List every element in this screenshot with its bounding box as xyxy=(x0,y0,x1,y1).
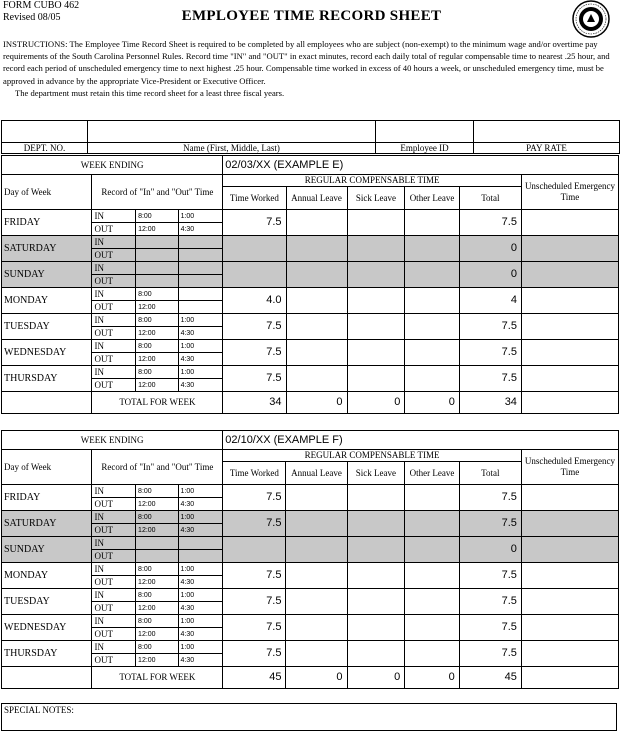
out-label: OUT xyxy=(92,628,136,641)
day-name: TUESDAY xyxy=(2,589,92,615)
in-label: IN xyxy=(92,511,136,524)
sick-leave-field[interactable] xyxy=(347,210,405,236)
unscheduled-header: Unscheduled Emergency Time xyxy=(521,450,618,485)
sick-leave-field[interactable] xyxy=(347,236,405,262)
in-time-field[interactable] xyxy=(136,262,179,275)
in-time-field[interactable]: 8:00 xyxy=(136,641,179,654)
annual-leave-header: Annual Leave xyxy=(286,187,347,210)
total-field[interactable]: 7.5 xyxy=(459,210,521,236)
employee-id-field[interactable] xyxy=(376,121,474,143)
out-label: OUT xyxy=(92,301,136,314)
out-time-field[interactable]: 4:30 xyxy=(178,602,223,615)
in-time-field[interactable]: 8:00 xyxy=(136,485,179,498)
total-field[interactable]: 7.5 xyxy=(459,340,521,366)
sick-leave-field[interactable] xyxy=(347,485,405,511)
out-time-field[interactable]: 12:00 xyxy=(136,602,179,615)
day-name: SATURDAY xyxy=(2,236,92,262)
sick-leave-field[interactable] xyxy=(347,262,405,288)
other-leave-field[interactable] xyxy=(405,589,459,615)
sick-leave-field[interactable] xyxy=(347,314,405,340)
unscheduled-field[interactable] xyxy=(521,511,618,537)
employee-id-label: Employee ID xyxy=(376,143,474,154)
time-worked-header: Time Worked xyxy=(223,187,286,210)
day-name: SATURDAY xyxy=(2,511,92,537)
out-time-field[interactable]: 12:00 xyxy=(136,576,179,589)
in-time-field[interactable]: 8:00 xyxy=(136,340,179,353)
special-notes[interactable] xyxy=(1,703,617,731)
unscheduled-header: Unscheduled Emergency Time xyxy=(521,175,618,210)
out-label: OUT xyxy=(92,498,136,511)
out-time-field[interactable]: 12:00 xyxy=(136,379,179,392)
regular-time-header: REGULAR COMPENSABLE TIME xyxy=(223,450,522,462)
unscheduled-field[interactable] xyxy=(521,210,618,236)
annual-leave-header: Annual Leave xyxy=(286,462,347,485)
total-field[interactable]: 7.5 xyxy=(459,485,521,511)
out-time-field[interactable]: 12:00 xyxy=(136,498,179,511)
out-time-field[interactable]: 4:30 xyxy=(178,379,223,392)
retention-text: The department must retain this time record sheet for a least three fiscal years. xyxy=(15,87,285,98)
pay-rate-field[interactable] xyxy=(474,121,620,143)
unscheduled-field[interactable] xyxy=(521,262,618,288)
time-worked-field[interactable]: 7.5 xyxy=(223,641,286,667)
out-time-field[interactable]: 4:30 xyxy=(178,628,223,641)
name-label: Name (First, Middle, Last) xyxy=(88,143,376,154)
out-label: OUT xyxy=(92,550,136,563)
in-label: IN xyxy=(92,236,136,249)
week-total-other: 0 xyxy=(405,392,460,414)
in-time-field[interactable] xyxy=(136,537,179,550)
annual-leave-field[interactable] xyxy=(286,537,347,563)
time-worked-field[interactable]: 7.5 xyxy=(223,589,286,615)
in-label: IN xyxy=(92,340,136,353)
time-worked-field[interactable]: 7.5 xyxy=(223,615,286,641)
week-table xyxy=(1,155,619,414)
instructions-text: INSTRUCTIONS: The Employee Time Record Sheet is required to be completed by all employees who are subject (non-exempt) to the minimum wage and/or overtime pay requirements of the South Carolina Personnel Rules. Record time "IN" and "OUT" in exact minutes, record each daily total of regular compensable time to nearest .25 hour, and record each period of unscheduled emergency time to next highest .25 hour. Compensable time worked in excess of 40 hours a week, or unscheduled emergency time, must be approved in advance by the appropriate Vice-President or Executive Officer. xyxy=(3,39,610,86)
week-ending-label: WEEK ENDING xyxy=(2,156,223,175)
in-label: IN xyxy=(92,537,136,550)
annual-leave-field[interactable] xyxy=(286,641,347,667)
annual-leave-field[interactable] xyxy=(286,615,347,641)
sick-leave-field[interactable] xyxy=(347,537,405,563)
unscheduled-field[interactable] xyxy=(521,615,618,641)
out-time-field[interactable]: 12:00 xyxy=(136,524,179,537)
week-total: 45 xyxy=(459,667,521,689)
day-name: FRIDAY xyxy=(2,210,92,236)
out-label: OUT xyxy=(92,602,136,615)
day-name: WEDNESDAY xyxy=(2,615,92,641)
total-field[interactable]: 0 xyxy=(459,236,521,262)
out-time-field[interactable]: 4:30 xyxy=(178,524,223,537)
other-leave-field[interactable] xyxy=(405,236,460,262)
in-time-field[interactable] xyxy=(178,262,223,275)
out-time-field[interactable] xyxy=(136,249,179,262)
sick-leave-field[interactable] xyxy=(347,563,405,589)
in-time-field[interactable]: 1:00 xyxy=(178,615,223,628)
day-name: MONDAY xyxy=(2,288,92,314)
in-time-field[interactable]: 8:00 xyxy=(136,366,179,379)
total-field[interactable]: 7.5 xyxy=(459,615,521,641)
other-leave-field[interactable] xyxy=(405,615,459,641)
in-time-field[interactable]: 1:00 xyxy=(178,210,223,223)
university-seal-icon xyxy=(569,0,613,38)
in-time-field[interactable]: 8:00 xyxy=(136,615,179,628)
day-name: MONDAY xyxy=(2,563,92,589)
out-time-field[interactable] xyxy=(178,275,223,288)
day-name: THURSDAY xyxy=(2,641,92,667)
page-title: EMPLOYEE TIME RECORD SHEET xyxy=(181,8,442,24)
out-label: OUT xyxy=(92,275,136,288)
revised-date: Revised 08/05 xyxy=(3,12,61,23)
time-worked-field[interactable]: 7.5 xyxy=(223,366,286,392)
sick-leave-field[interactable] xyxy=(347,511,405,537)
annual-leave-field[interactable] xyxy=(286,511,347,537)
other-leave-field[interactable] xyxy=(405,563,459,589)
day-of-week-header: Day of Week xyxy=(2,450,92,485)
week-total-sick: 0 xyxy=(347,392,405,414)
regular-time-header: REGULAR COMPENSABLE TIME xyxy=(223,175,522,187)
annual-leave-field[interactable] xyxy=(286,340,347,366)
out-label: OUT xyxy=(92,223,136,236)
time-worked-field[interactable]: 4.0 xyxy=(223,288,286,314)
week-total-annual: 0 xyxy=(286,392,347,414)
out-label: OUT xyxy=(92,576,136,589)
annual-leave-field[interactable] xyxy=(286,485,347,511)
sick-leave-field[interactable] xyxy=(347,589,405,615)
form-id: FORM CUBO 462 xyxy=(3,0,80,11)
name-field[interactable] xyxy=(88,121,376,143)
out-time-field[interactable] xyxy=(178,301,223,314)
totals-spacer xyxy=(2,667,92,689)
week-ending-label: WEEK ENDING xyxy=(2,431,223,450)
in-label: IN xyxy=(92,262,136,275)
day-name: THURSDAY xyxy=(2,366,92,392)
dept-label: DEPT. NO. xyxy=(2,143,88,154)
in-label: IN xyxy=(92,589,136,602)
out-time-field[interactable]: 4:30 xyxy=(178,498,223,511)
in-label: IN xyxy=(92,485,136,498)
time-worked-field[interactable] xyxy=(223,537,286,563)
out-time-field[interactable]: 12:00 xyxy=(136,353,179,366)
other-leave-field[interactable] xyxy=(405,641,459,667)
other-leave-header: Other Leave xyxy=(405,187,460,210)
total-field[interactable]: 7.5 xyxy=(459,511,521,537)
total-field[interactable]: 4 xyxy=(459,288,521,314)
time-worked-field[interactable] xyxy=(223,236,286,262)
annual-leave-field[interactable] xyxy=(286,314,347,340)
other-leave-field[interactable] xyxy=(405,210,460,236)
unscheduled-field[interactable] xyxy=(521,589,618,615)
out-time-field[interactable]: 12:00 xyxy=(136,628,179,641)
total-field[interactable]: 7.5 xyxy=(459,589,521,615)
week-ending-value[interactable]: 02/10/XX (EXAMPLE F) xyxy=(223,431,619,450)
day-of-week-header: Day of Week xyxy=(2,175,92,210)
in-label: IN xyxy=(92,366,136,379)
week-total: 34 xyxy=(459,392,521,414)
out-label: OUT xyxy=(92,353,136,366)
sick-leave-field[interactable] xyxy=(347,641,405,667)
time-worked-field[interactable]: 7.5 xyxy=(223,563,286,589)
day-name: WEDNESDAY xyxy=(2,340,92,366)
out-time-field[interactable]: 12:00 xyxy=(136,327,179,340)
other-leave-field[interactable] xyxy=(405,366,460,392)
other-leave-field[interactable] xyxy=(405,262,460,288)
in-label: IN xyxy=(92,288,136,301)
in-time-field[interactable]: 8:00 xyxy=(136,563,179,576)
week-total-unscheduled xyxy=(521,392,618,414)
totals-spacer xyxy=(2,392,92,414)
total-for-week-label: TOTAL FOR WEEK xyxy=(92,392,223,414)
annual-leave-field[interactable] xyxy=(286,366,347,392)
unscheduled-field[interactable] xyxy=(521,563,618,589)
out-label: OUT xyxy=(92,524,136,537)
out-time-field[interactable]: 12:00 xyxy=(136,654,179,667)
other-leave-field[interactable] xyxy=(405,288,460,314)
out-time-field[interactable]: 12:00 xyxy=(136,223,179,236)
in-time-field[interactable]: 1:00 xyxy=(178,641,223,654)
out-time-field[interactable] xyxy=(136,275,179,288)
in-time-field[interactable]: 1:00 xyxy=(178,589,223,602)
sick-leave-field[interactable] xyxy=(347,340,405,366)
day-name: FRIDAY xyxy=(2,485,92,511)
total-field[interactable]: 7.5 xyxy=(459,641,521,667)
total-for-week-label: TOTAL FOR WEEK xyxy=(92,667,223,689)
in-time-field[interactable]: 8:00 xyxy=(136,511,179,524)
special-notes-label: SPECIAL NOTES: xyxy=(4,705,74,715)
out-label: OUT xyxy=(92,654,136,667)
in-time-field[interactable]: 1:00 xyxy=(178,485,223,498)
in-label: IN xyxy=(92,615,136,628)
week-total-sick: 0 xyxy=(347,667,405,689)
in-label: IN xyxy=(92,641,136,654)
sick-leave-field[interactable] xyxy=(347,615,405,641)
week-total-annual: 0 xyxy=(286,667,347,689)
in-label: IN xyxy=(92,210,136,223)
pay-rate-label: PAY RATE xyxy=(474,143,620,154)
out-time-field[interactable]: 4:30 xyxy=(178,654,223,667)
in-time-field[interactable]: 8:00 xyxy=(136,589,179,602)
other-leave-field[interactable] xyxy=(405,485,459,511)
unscheduled-field[interactable] xyxy=(521,314,618,340)
unscheduled-field[interactable] xyxy=(521,537,618,563)
out-time-field[interactable]: 4:30 xyxy=(178,327,223,340)
total-field[interactable]: 7.5 xyxy=(459,563,521,589)
in-time-field[interactable]: 1:00 xyxy=(178,366,223,379)
in-label: IN xyxy=(92,563,136,576)
day-name: TUESDAY xyxy=(2,314,92,340)
time-worked-field[interactable]: 7.5 xyxy=(223,485,286,511)
time-worked-header: Time Worked xyxy=(223,462,286,485)
instructions xyxy=(3,38,617,99)
unscheduled-field[interactable] xyxy=(521,288,618,314)
week-total-worked: 45 xyxy=(223,667,286,689)
out-time-field[interactable] xyxy=(178,550,223,563)
in-time-field[interactable] xyxy=(178,537,223,550)
out-label: OUT xyxy=(92,249,136,262)
in-time-field[interactable] xyxy=(178,288,223,301)
out-time-field[interactable]: 4:30 xyxy=(178,353,223,366)
sick-leave-header: Sick Leave xyxy=(347,462,405,485)
unscheduled-field[interactable] xyxy=(521,641,618,667)
out-time-field[interactable]: 4:30 xyxy=(178,576,223,589)
time-worked-field[interactable]: 7.5 xyxy=(223,511,286,537)
total-header: Total xyxy=(459,187,521,210)
annual-leave-field[interactable] xyxy=(286,589,347,615)
in-time-field[interactable]: 8:00 xyxy=(136,288,179,301)
in-time-field[interactable] xyxy=(178,236,223,249)
annual-leave-field[interactable] xyxy=(286,210,347,236)
day-name: SUNDAY xyxy=(2,537,92,563)
total-field[interactable]: 0 xyxy=(459,262,521,288)
total-header: Total xyxy=(459,462,521,485)
sick-leave-field[interactable] xyxy=(347,288,405,314)
time-worked-field[interactable]: 7.5 xyxy=(223,210,286,236)
unscheduled-field[interactable] xyxy=(521,366,618,392)
other-leave-field[interactable] xyxy=(405,314,460,340)
annual-leave-field[interactable] xyxy=(286,563,347,589)
total-field[interactable]: 7.5 xyxy=(459,314,521,340)
week-total-unscheduled xyxy=(521,667,618,689)
week-total-worked: 34 xyxy=(223,392,286,414)
in-out-header: Record of "In" and "Out" Time xyxy=(92,175,223,210)
sick-leave-field[interactable] xyxy=(347,366,405,392)
in-time-field[interactable]: 8:00 xyxy=(136,314,179,327)
other-leave-field[interactable] xyxy=(405,537,459,563)
out-time-field[interactable]: 4:30 xyxy=(178,223,223,236)
annual-leave-field[interactable] xyxy=(286,262,347,288)
day-name: SUNDAY xyxy=(2,262,92,288)
in-time-field[interactable]: 1:00 xyxy=(178,563,223,576)
dept-field[interactable] xyxy=(2,121,88,143)
unscheduled-field[interactable] xyxy=(521,485,618,511)
out-time-field[interactable]: 12:00 xyxy=(136,301,179,314)
week-table xyxy=(1,430,619,689)
in-time-field[interactable] xyxy=(136,236,179,249)
out-time-field[interactable] xyxy=(178,249,223,262)
in-time-field[interactable]: 1:00 xyxy=(178,511,223,524)
out-time-field[interactable] xyxy=(136,550,179,563)
in-time-field[interactable]: 1:00 xyxy=(178,340,223,353)
employee-info-table xyxy=(1,120,620,154)
time-worked-field[interactable]: 7.5 xyxy=(223,314,286,340)
in-label: IN xyxy=(92,314,136,327)
unscheduled-field[interactable] xyxy=(521,340,618,366)
sick-leave-header: Sick Leave xyxy=(347,187,405,210)
time-worked-field[interactable] xyxy=(223,262,286,288)
out-label: OUT xyxy=(92,379,136,392)
other-leave-header: Other Leave xyxy=(405,462,459,485)
unscheduled-field[interactable] xyxy=(521,236,618,262)
annual-leave-field[interactable] xyxy=(286,288,347,314)
other-leave-field[interactable] xyxy=(405,340,460,366)
annual-leave-field[interactable] xyxy=(286,236,347,262)
in-out-header: Record of "In" and "Out" Time xyxy=(92,450,223,485)
total-field[interactable]: 7.5 xyxy=(459,366,521,392)
in-time-field[interactable]: 1:00 xyxy=(178,314,223,327)
total-field[interactable]: 0 xyxy=(459,537,521,563)
week-total-other: 0 xyxy=(405,667,459,689)
time-worked-field[interactable]: 7.5 xyxy=(223,340,286,366)
other-leave-field[interactable] xyxy=(405,511,459,537)
week-ending-value[interactable]: 02/03/XX (EXAMPLE E) xyxy=(223,156,619,175)
out-label: OUT xyxy=(92,327,136,340)
in-time-field[interactable]: 8:00 xyxy=(136,210,179,223)
